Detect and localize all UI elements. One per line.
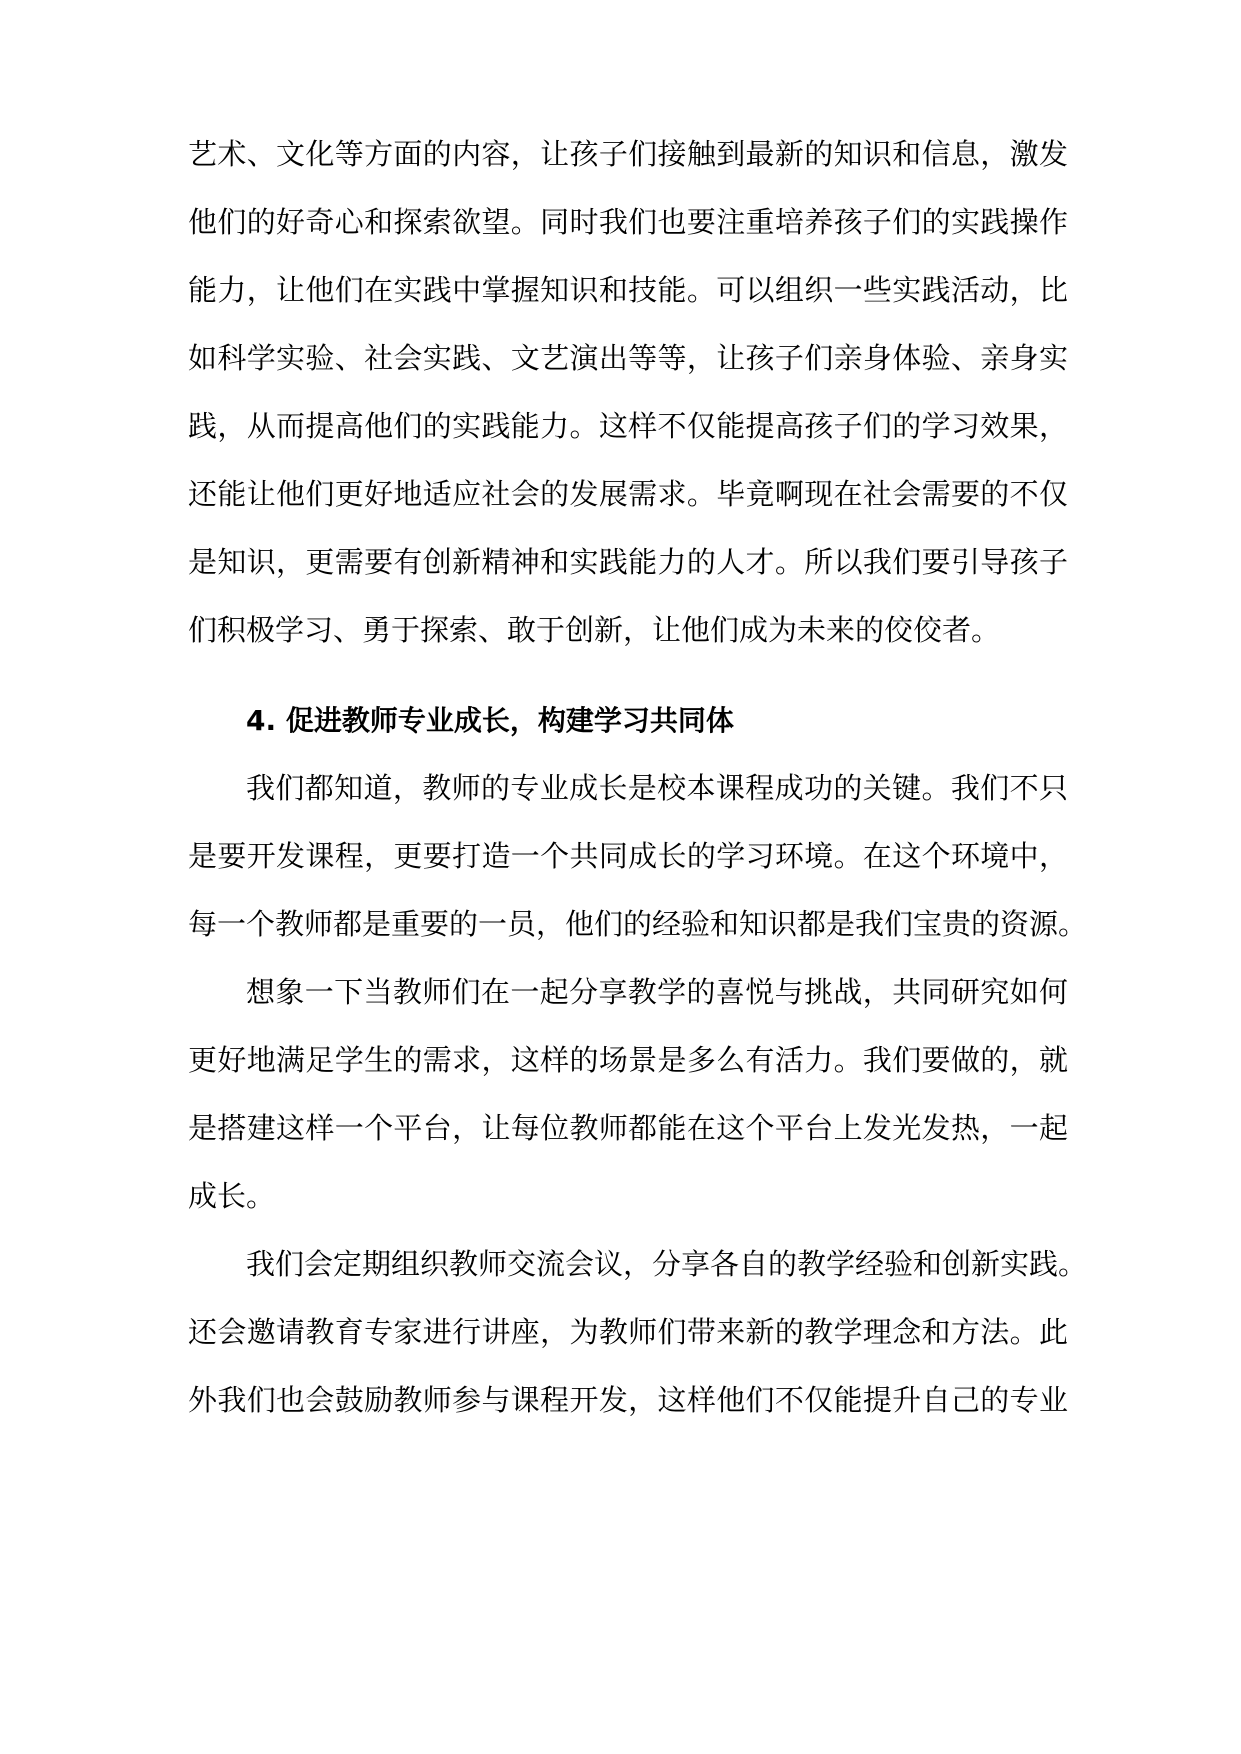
text-line: 还会邀请教育专家进行讲座，为教师们带来新的教学理念和方法。此: [188, 1315, 1068, 1349]
text-line: 还能让他们更好地适应社会的发展需求。毕竟啊现在社会需要的不仅: [188, 477, 1068, 511]
text-line: 外我们也会鼓励教师参与课程开发，这样他们不仅能提升自己的专业: [188, 1383, 1068, 1417]
text-line: 我们会定期组织教师交流会议，分享各自的教学经验和创新实践。: [246, 1247, 1088, 1281]
section-heading: 4. 促进教师专业成长，构建学习共同体: [246, 704, 734, 737]
text-line: 艺术、文化等方面的内容，让孩子们接触到最新的知识和信息，激发: [188, 137, 1068, 171]
text-line: 每一个教师都是重要的一员，他们的经验和知识都是我们宝贵的资源。: [188, 907, 1088, 941]
text-line: 们积极学习、勇于探索、敢于创新，让他们成为未来的佼佼者。: [188, 613, 1001, 647]
text-line: 是要开发课程，更要打造一个共同成长的学习环境。在这个环境中，: [188, 839, 1068, 873]
text-line: 我们都知道，教师的专业成长是校本课程成功的关键。我们不只: [246, 771, 1068, 805]
text-line: 他们的好奇心和探索欲望。同时我们也要注重培养孩子们的实践操作: [188, 205, 1068, 239]
text-line: 践，从而提高他们的实践能力。这样不仅能提高孩子们的学习效果，: [188, 409, 1068, 443]
text-line: 是搭建这样一个平台，让每位教师都能在这个平台上发光发热，一起: [188, 1111, 1068, 1145]
text-line: 更好地满足学生的需求，这样的场景是多么有活力。我们要做的，就: [188, 1043, 1068, 1077]
text-line: 如科学实验、社会实践、文艺演出等等，让孩子们亲身体验、亲身实: [188, 341, 1068, 375]
text-line: 是知识，更需要有创新精神和实践能力的人才。所以我们要引导孩子: [188, 545, 1068, 579]
text-line: 想象一下当教师们在一起分享教学的喜悦与挑战，共同研究如何: [246, 975, 1068, 1009]
text-line: 成长。: [188, 1179, 276, 1213]
text-line: 能力，让他们在实践中掌握知识和技能。可以组织一些实践活动，比: [188, 273, 1068, 307]
